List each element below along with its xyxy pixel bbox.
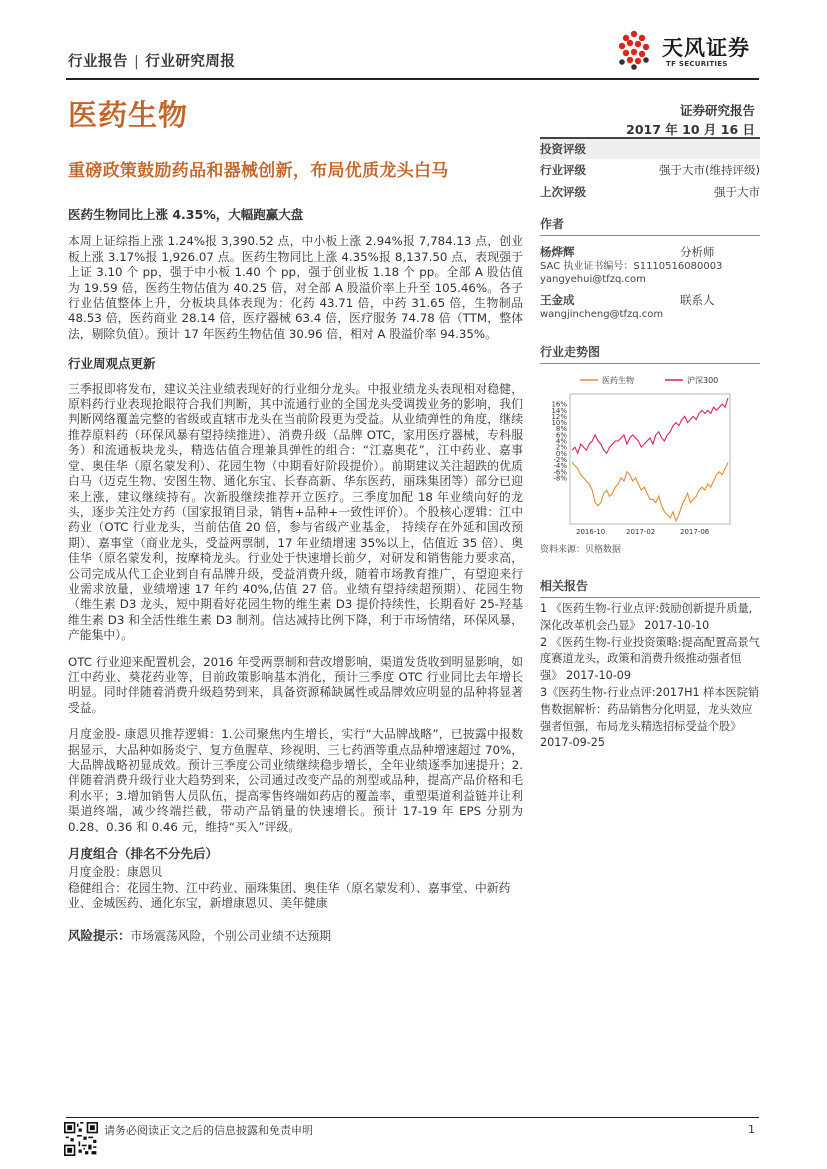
y-tick-label: -2% <box>553 455 567 464</box>
y-tick-label: 14% <box>551 406 567 415</box>
authors-title: 作者 <box>540 215 760 236</box>
author-1-cert: SAC 执业证书编号：S1110516080003 <box>540 261 723 272</box>
y-tick-label: -4% <box>553 462 567 471</box>
section-heading-portfolio: 月度组合（排名不分先后） <box>68 846 219 862</box>
section-heading-views: 行业周观点更新 <box>68 356 156 372</box>
chart-source: 资料来源：贝格数据 <box>540 545 622 555</box>
author-2-email[interactable]: wangjincheng@tfzq.com <box>540 309 664 320</box>
related-report-1-title[interactable]: 1 《医药生物-行业点评:鼓励创新提升质量,深化改革机会凸显》 <box>540 602 753 632</box>
rating-row <box>540 159 760 181</box>
paragraph-market: 本周上证综指上涨 1.24%报 3,390.52 点，中小板上涨 2.94%报 7,784.13 点，创业板上涨 3.17%报 1,926.07 点。医药生物同比上涨 4.35%报 8,137.50 点，表现强于上证 3.10 个 pp，强于中小板 1.40 个 pp，强于创业板 1.18 个 pp。全部 A 股估值为 19.59 倍，医药生物估值为 40.25 倍，对全部 A 股溢价率上升至 105.46%。各子行业估值整体上升，分板块具体表现为：化药 43.71 倍，中药 31.65 倍，生物制品 48.53 倍，医药商业 28.14 倍，医疗器械 63.4 倍，医疗服务 74.78 倍（TTM，整体法，剔除负值）。预计 17 年医药生物估值 30.96 倍，相对 A 股溢价率 94.35%。 <box>68 234 523 341</box>
y-tick-label: -8% <box>553 474 567 483</box>
sidebar <box>540 137 760 752</box>
author-2 <box>540 286 760 308</box>
y-tick-label: 0% <box>555 449 567 458</box>
prev-rating-value: 强于大市 <box>714 185 760 199</box>
prev-rating-row <box>540 181 760 203</box>
y-tick-label: 6% <box>555 431 567 440</box>
author-1-role: 分析师 <box>680 245 715 259</box>
related-report-2-title[interactable]: 2 《医药生物-行业投资策略:提高配置高景气度赛道龙头，政策和消费升级推动强者恒强》 <box>540 635 760 683</box>
related-report-3[interactable] <box>540 685 760 752</box>
main-content <box>68 207 523 944</box>
series-line-0 <box>572 463 728 521</box>
header-divider <box>66 78 759 80</box>
paragraph-otc: OTC 行业迎来配置机会，2016 年受两票制和营改增影响，渠道发货收到明显影响，如江中药业、葵花药业等，目前政策影响基本消化，预计三季度 OTC 行业同比去年增长明显。同时伴随着消费升级趋势到来，具备资源稀缺属性或品牌效应明显的品种将显著受益。 <box>68 654 523 715</box>
y-tick-label: 16% <box>551 400 567 409</box>
risk-text: 市场震荡风险，个别公司业绩不达预期 <box>130 928 332 943</box>
related-report-3-date: 2017-09-25 <box>540 736 606 750</box>
portfolio-monthly: 月度金股：康恩贝 <box>68 865 163 880</box>
risk-warning <box>68 928 523 944</box>
related-report-1[interactable] <box>540 601 760 635</box>
y-tick-label: 12% <box>551 412 567 421</box>
x-tick-label: 2017-02 <box>626 528 656 536</box>
author-1 <box>540 236 760 260</box>
industry-title: 医药生物 <box>68 98 189 132</box>
related-reports <box>540 601 760 752</box>
trend-chart-svg <box>540 364 760 539</box>
series-line-1 <box>572 398 728 453</box>
author-2-name: 王金成 <box>540 293 575 307</box>
company-name-en: TF SECURITIES <box>666 60 728 68</box>
y-tick-label: -6% <box>553 468 567 477</box>
footer-divider <box>66 1117 759 1118</box>
prev-rating-label: 上次评级 <box>540 185 586 199</box>
paragraph-views: 三季报即将发布，建议关注业绩表现好的行业细分龙头。中报业绩龙头表现相对稳健，原料药行业表现抢眼符合我们判断，其中流通行业的全国龙头受调拨业务的影响，我们判断网络覆盖完整的省级或直辖市龙头在当前阶段更为受益。从业绩弹性的角度，继续推荐原料药（环保风暴有望持续推进）、消费升级（品牌 OTC，家用医疗器械，专科服务）和流通板块龙头，精选估值合理兼具弹性的组合：“江嘉奥花”，江中药业、嘉事堂、奥佳华（原名蒙发利）、花园生物（中期看好阶段提价）。前期建议关注超跌的优质白马（迈克生物、安图生物、通化东宝、长春高新、华东医药，丽珠集团等）部分已迎来上涨，建议继续持有。次新股继续推荐开立医疗。三季度加配 18 年业绩向好的龙头，逐步关注处方药（国家报销目录，销售+品种+一致性评价）。个股核心逻辑：江中药业（OTC 行业龙头，当前估值 20 倍，参与省级产业基金， 持续存在外延和国改预期）、嘉事堂（商业龙头，受益两票制，17 年业绩增速 35%以上，估值近 35 倍）、奥佳华（原名蒙发利，按摩椅龙头。行业处于快速增长前夕，对研发和销售能力要求高，公司完成从代工企业到自有品牌升级，受益消费升级，随着市场教育推广，有望迎来行业需求放量，业绩增速 17 年约 40%,估值 27 倍。业绩有望持续超预期）、花园生物（维生素 D3 龙头，短中期看好花园生物的维生素 D3 提价持续性，长期看好 25-羟基维生素 D3 和全活性维生素 D3 制剂。信达减持比例下降，利于市场情绪，环保风暴，产能集中）。 <box>68 381 523 643</box>
related-report-2[interactable] <box>540 635 760 685</box>
page-number: 1 <box>748 1123 755 1136</box>
trend-title: 行业走势图 <box>540 343 760 364</box>
related-title: 相关报告 <box>540 577 760 598</box>
author-1-name: 杨烨辉 <box>540 245 575 259</box>
rating-value: 强于大市(维持评级) <box>659 163 760 177</box>
risk-label: 风险提示： <box>68 927 131 943</box>
trend-chart <box>540 364 760 554</box>
y-tick-label: 4% <box>555 437 567 446</box>
legend-label-0: 医药生物 <box>602 376 634 385</box>
author-1-email[interactable]: yangyehui@tfzq.com <box>540 274 646 285</box>
author-2-role: 联系人 <box>680 293 715 307</box>
related-report-1-date: 2017-10-10 <box>644 618 710 632</box>
section-heading-weekly: 医药生物同比上涨 4.35%，大幅跑赢大盘 <box>68 207 304 222</box>
related-report-3-title[interactable]: 3《医药生物-行业点评:2017H1 样本医院销售数据解析：药品销售分化明显，龙头效应强者恒强，布局龙头精选招标受益个股》 <box>540 685 760 733</box>
report-type <box>68 50 235 71</box>
company-name-cn: 天风证券 <box>662 36 750 60</box>
paragraph-monthly-pick: 月度金股- 康恩贝推荐逻辑：1.公司聚焦内生增长，实行“大品牌战略”，已披露中报数据显示，大品种如肠炎宁、复方鱼腥草、珍视明、三七药酒等重点品种增速超过 70%，大品牌战略初显成效。预计三季度公司业绩继续稳步增长，全年业绩逐季加速提升；2.伴随着消费升级行业大趋势到来，公司通过改变产品的剂型或品种，提高产品价格和毛利水平；3.增加销售人员队伍，提高零售终端如药店的覆盖率，重塑渠道利益链并让利渠道终端，减少终端拦截，带动产品销量的快速增长。预计 17-19 年 EPS 分别为 0.28、0.36 和 0.46 元，维持“买入”评级。 <box>68 727 523 834</box>
rating-label: 行业评级 <box>540 163 586 177</box>
plot-frame <box>570 394 730 524</box>
y-tick-label: 10% <box>551 419 567 428</box>
report-date: 2017 年 10 月 16 日 <box>626 122 755 137</box>
related-report-2-date: 2017-10-09 <box>565 669 631 683</box>
x-tick-label: 2016-10 <box>576 528 606 536</box>
footer-disclaimer[interactable]: 请务必阅读正文之后的信息披露和免责申明 <box>104 1124 313 1137</box>
y-tick-label: 8% <box>555 425 567 434</box>
report-kind: 证券研究报告 <box>679 103 755 118</box>
qr-code-icon <box>64 1122 98 1156</box>
separator: | <box>134 54 140 70</box>
report-type-label: 行业报告 <box>68 54 128 70</box>
portfolio-stable: 稳健组合：花园生物、江中药业、丽珠集团、奥佳华（原名蒙发利）、嘉事堂、中新药业、金城医药、通化东宝，新增康恩贝、美年健康 <box>68 880 511 911</box>
report-subtype-label: 行业研究周报 <box>145 54 236 70</box>
legend-label-1: 沪深300 <box>687 376 719 385</box>
y-tick-label: 2% <box>555 443 567 452</box>
headline: 重磅政策鼓励药品和器械创新，布局优质龙头白马 <box>68 161 449 181</box>
rating-title: 投资评级 <box>540 137 760 159</box>
x-tick-label: 2017-06 <box>680 528 710 536</box>
